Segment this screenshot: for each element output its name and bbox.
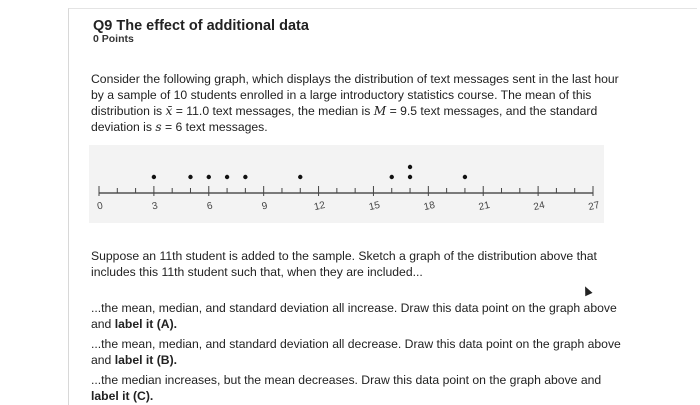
tick-label: 9 [260,200,269,213]
item-a-line-2 [91,316,177,332]
data-point [225,175,229,179]
data-point [243,175,247,179]
data-point [188,175,192,179]
item-c-line-2: label it (C). [91,389,154,403]
item-b-line-1: ...the mean, median, and standard deviation all decrease. Draw this data point on the graph above [91,337,621,351]
item-b-label: label it (B). [114,353,178,367]
question-points: 0 Points [93,33,134,45]
intro-text: deviation is [91,120,156,134]
intro-text: = 6 text messages. [161,120,268,134]
followup-line-2: includes this 11th student such that, when they are included... [91,265,423,279]
dot-plot[interactable] [89,145,604,223]
data-point [152,175,156,179]
tick-label: 0 [96,200,104,213]
tick-label: 24 [532,199,546,214]
data-point [390,175,394,179]
item-c-line-1: ...the median increases, but the mean decreases. Draw this data point on the graph above and [91,373,602,387]
item-b-text: and [91,353,115,367]
data-point [408,165,412,169]
intro-line-1: Consider the following graph, which displays the distribution of text messages sent in the last hour [91,72,619,86]
question-title: Q9 The effect of additional data [93,18,309,34]
data-point [298,175,302,179]
data-point [207,175,211,179]
item-a-text: and [91,317,115,331]
tick-label: 6 [206,200,214,213]
sd-symbol: s [155,120,162,134]
tick-label: 12 [313,199,327,214]
item-a-label: label it (A). [114,317,178,331]
intro-line-3 [91,103,597,119]
tick-label: 18 [422,199,437,214]
tick-label: 3 [151,200,159,213]
dot-plot-svg [89,145,604,223]
intro-text: = 9.5 text messages, and the standard [386,104,598,118]
tick-label: 27 [587,199,601,214]
tick-label: 15 [367,199,382,214]
intro-line-4 [91,119,268,135]
data-point [463,175,467,179]
followup-line-1: Suppose an 11th student is added to the sample. Sketch a graph of the distribution above that [91,249,597,263]
item-a-line-1: ...the mean, median, and standard deviation all increase. Draw this data point on the graph above [91,301,617,315]
intro-text: = 11.0 text messages, the median is [172,104,374,118]
median-symbol: M [373,104,387,118]
item-b-line-2 [91,352,177,368]
intro-line-2: by a sample of 10 students enrolled in a large introductory statistics course. The mean of this [91,88,592,102]
intro-text: distribution is [91,104,166,118]
mean-symbol: x̄ [165,104,173,118]
data-point [408,175,412,179]
tick-label: 21 [477,199,491,214]
